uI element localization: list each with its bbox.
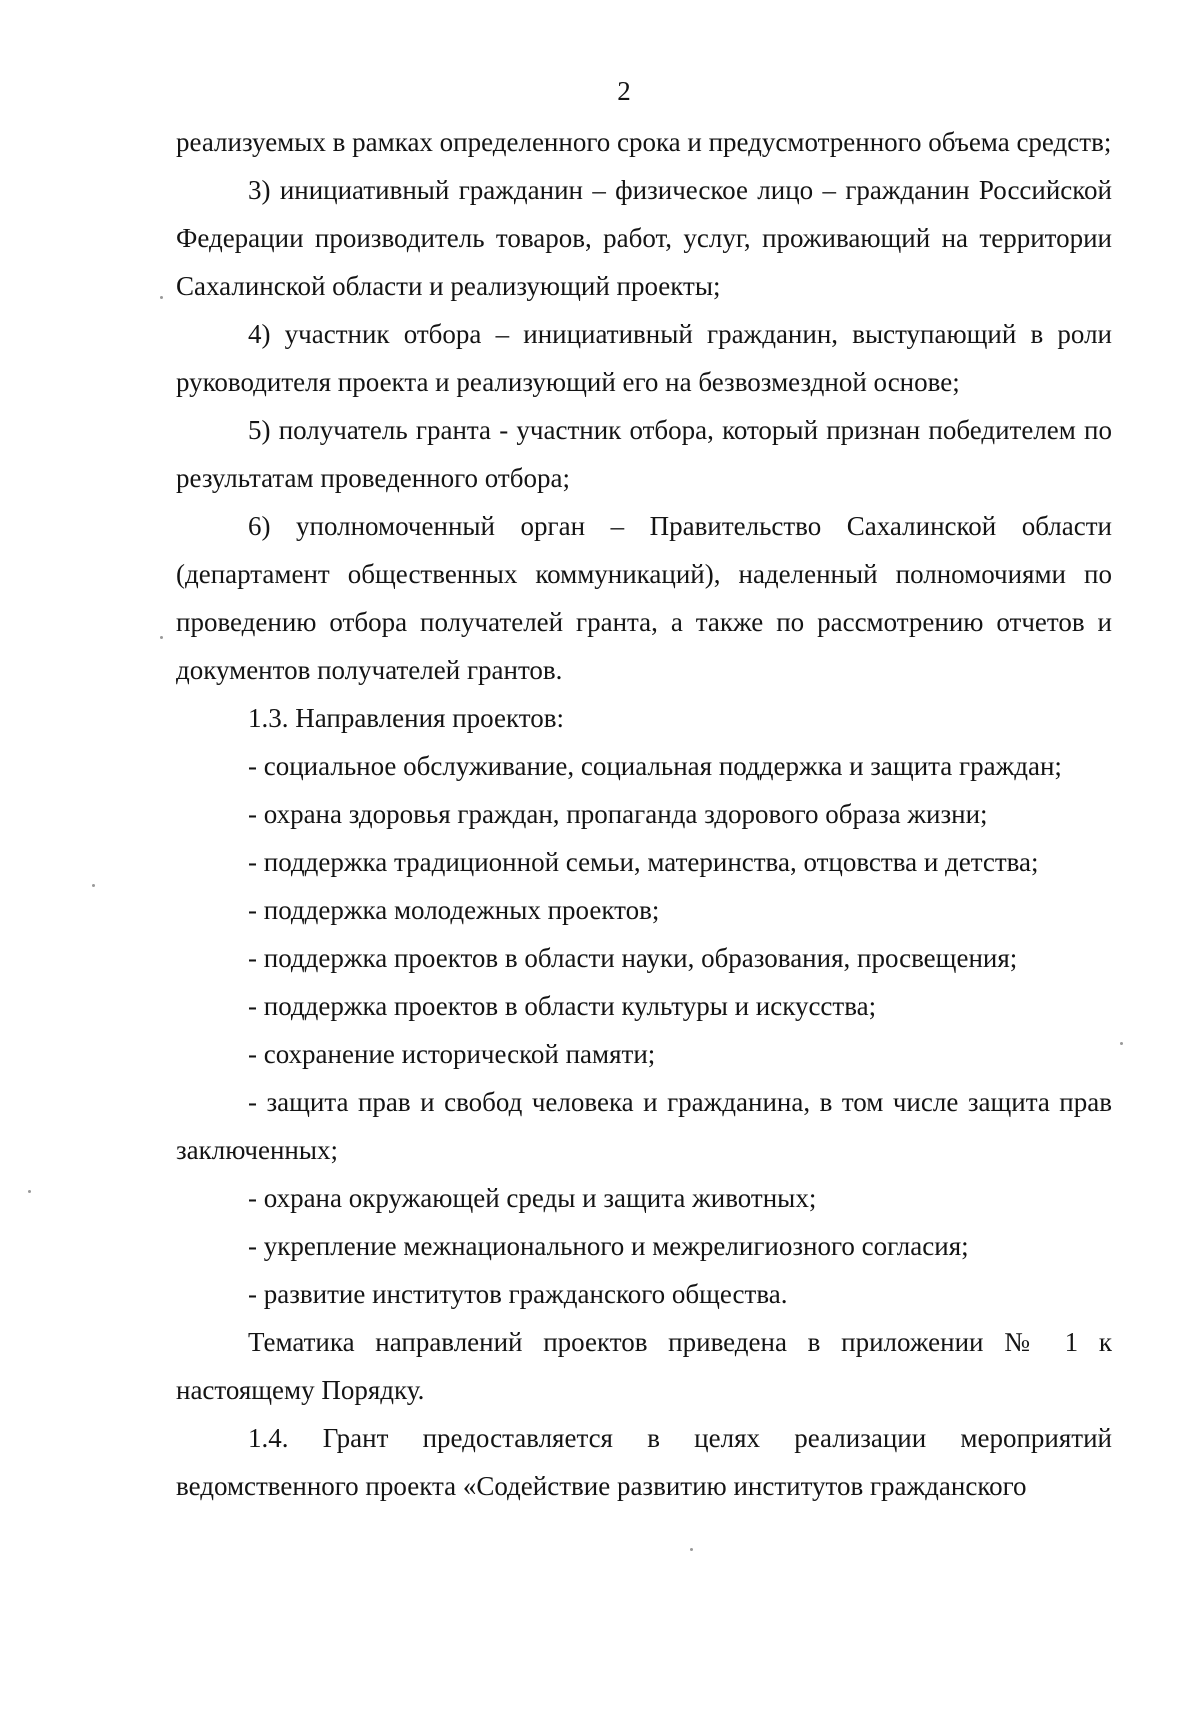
list-item: - поддержка традиционной семьи, материнства, отцовства и детства; xyxy=(248,847,1039,877)
scan-speck xyxy=(690,1548,693,1551)
paragraph-topics-note: Тематика направлений проектов приведена в приложении № 1 к настоящему Порядку. xyxy=(176,1327,1112,1405)
paragraph-definition-5: 5) получатель гранта - участник отбора, который признан победителем по результатам проведенного отбора; xyxy=(176,415,1112,493)
scan-speck xyxy=(160,636,163,639)
list-item: - поддержка проектов в области культуры и искусства; xyxy=(248,991,877,1021)
paragraph-continuation: реализуемых в рамках определенного срока и предусмотренного объема средств; xyxy=(176,127,1112,157)
scan-speck xyxy=(28,1190,31,1193)
list-item: - поддержка проектов в области науки, образования, просвещения; xyxy=(248,943,1018,973)
list-item: - сохранение исторической памяти; xyxy=(248,1039,656,1069)
list-item: - социальное обслуживание, социальная поддержка и защита граждан; xyxy=(248,751,1062,781)
list-item: - защита прав и свобод человека и гражданина, в том числе защита прав заключенных; xyxy=(176,1087,1112,1165)
document-body xyxy=(176,118,1112,1510)
scan-speck xyxy=(160,296,163,299)
paragraph-section-1-4: 1.4. Грант предоставляется в целях реализации мероприятий ведомственного проекта «Содействие развитию институтов гражданского xyxy=(176,1423,1112,1501)
page-number: 2 xyxy=(617,76,631,106)
scan-speck xyxy=(1120,1042,1123,1045)
directions-list xyxy=(176,742,1112,1318)
scan-speck xyxy=(92,884,95,887)
list-item: - поддержка молодежных проектов; xyxy=(248,895,660,925)
paragraph-definition-6: 6) уполномоченный орган – Правительство Сахалинской области (департамент общественных коммуникаций), наделенный полномочиями по проведению отбора получателей гранта, а также по рассмотрению отчетов и документов получателей грантов. xyxy=(176,511,1112,685)
list-item: - охрана окружающей среды и защита животных; xyxy=(248,1183,817,1213)
list-item: - развитие институтов гражданского общества. xyxy=(248,1279,788,1309)
section-heading-1-3: 1.3. Направления проектов: xyxy=(248,703,564,733)
paragraph-definition-4: 4) участник отбора – инициативный гражданин, выступающий в роли руководителя проекта и реализующий его на безвозмездной основе; xyxy=(176,319,1112,397)
list-item: - укрепление межнационального и межрелигиозного согласия; xyxy=(248,1231,969,1261)
list-item: - охрана здоровья граждан, пропаганда здорового образа жизни; xyxy=(248,799,988,829)
paragraph-definition-3: 3) инициативный гражданин – физическое лицо – гражданин Российской Федерации производитель товаров, работ, услуг, проживающий на территории Сахалинской области и реализующий проекты; xyxy=(176,175,1112,301)
